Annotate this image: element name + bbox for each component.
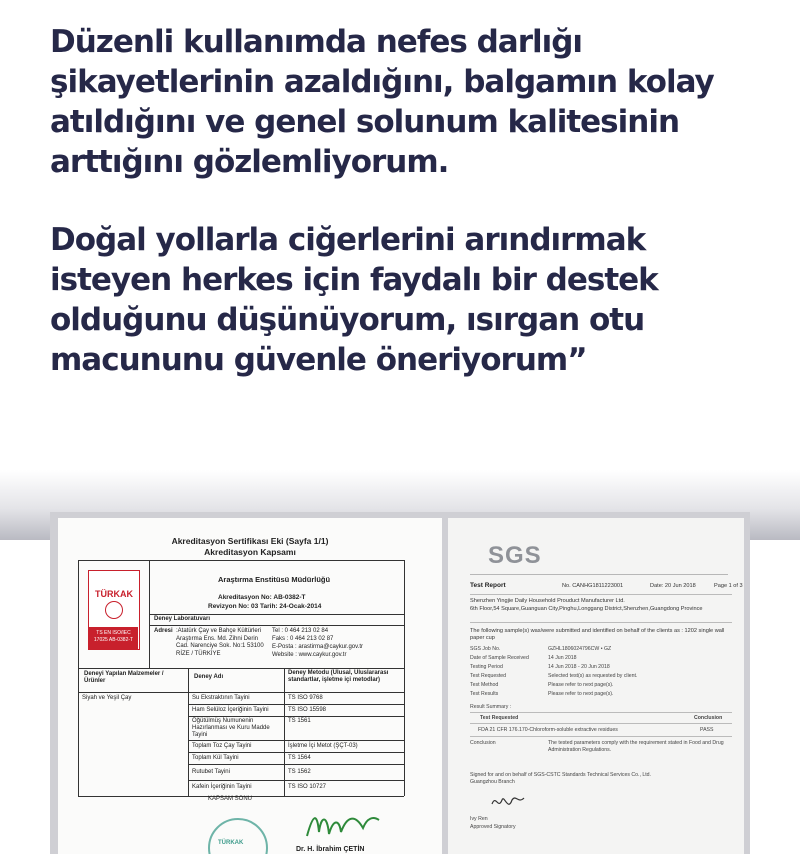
turkak-logo: TÜRKAK TS EN ISO/IEC 17025 AB-0382-T — [88, 570, 140, 650]
field-value: Please refer to next page(s). — [548, 691, 614, 697]
testimonial-quote — [50, 22, 770, 380]
table-row-test: Toplam Kül Tayini — [192, 755, 239, 761]
report-page: Page 1 of 3 — [714, 583, 743, 589]
report-signer: Ivy Ren — [470, 816, 488, 822]
address-label: Adresi — [154, 628, 173, 634]
field-label: Test Results — [470, 691, 499, 697]
signature-icon — [303, 806, 383, 846]
fax: Faks : 0 464 213 02 87 — [272, 636, 334, 642]
report-company: Shenzhen Yingjie Daily Household Prouduct Manufacturer Ltd. — [470, 598, 625, 604]
report-address: 6th Floor,54 Square,Guanguan City,Pinghu,Longgang District,Shenzhen,Guangdong Province — [470, 606, 703, 612]
field-value: Please refer to next page(s). — [548, 682, 614, 688]
institute-name: Araştırma Enstitüsü Müdürlüğü — [218, 575, 331, 584]
certificate-title: Akreditasyon Sertifikası Eki (Sayfa 1/1) — [171, 536, 329, 546]
table-row-method: İşletme İçi Metot (ŞÇT-03) — [288, 743, 358, 749]
report-intro: The following sample(s) was/were submitted and identified on behalf of the clients as : 1202 single wall paper cup — [470, 628, 725, 641]
report-signer-title: Approved Signatory — [470, 824, 516, 830]
field-label: Test Method — [470, 682, 499, 688]
material-value: Siyah ve Yeşil Çay — [82, 695, 132, 701]
table-row-test: Kafein İçeriğinin Tayini — [192, 784, 252, 790]
table-row-test: Öğütülmüş Numunenin Hazırlanması ve Kuru Madde Tayini — [192, 718, 270, 738]
field-label: Test Requested — [470, 673, 507, 679]
accreditation-number: Akreditasyon No: AB-0382-T — [218, 594, 306, 601]
result-status: PASS — [700, 727, 714, 733]
report-number: No. CANHG1811223001 — [562, 583, 624, 589]
col-material: Deneyi Yapılan Malzemeler / Ürünler — [84, 671, 164, 684]
table-row-method: TS ISO 10727 — [288, 784, 327, 790]
quote-paragraph-1: Düzenli kullanımda nefes darlığı şikayetlerinin azaldığını, balgamın kolay atıldığını ve genel solunum kalitesinin arttığını gözlemliyorum. — [50, 24, 714, 180]
conclusion-label: Conclusion — [470, 740, 496, 746]
field-value: 14 Jun 2018 — [548, 655, 577, 661]
col-method: Deney Metodu (Ulusal, Uluslararası standartlar, işletme içi metodlar) — [288, 670, 389, 683]
sgs-logo: SGS — [488, 542, 542, 569]
table-row-test: Toplam Toz Çay Tayini — [192, 743, 252, 749]
quote-paragraph-2: Doğal yollarla ciğerlerini arındırmak isteyen herkes için faydalı bir destek olduğunu düşünüyorum, ısırgan otu macununu güvenle öneriyorum” — [50, 222, 658, 378]
field-value: 14 Jun 2018 - 20 Jun 2018 — [548, 664, 610, 670]
table-row-test: Ham Selüloz İçeriğinin Tayini — [192, 707, 269, 713]
summary-label: Result Summary : — [470, 704, 512, 710]
field-label: Testing Period — [470, 664, 503, 670]
field-label: Date of Sample Received — [470, 655, 529, 661]
stamp-icon — [208, 818, 268, 854]
col-requested: Test Requested — [480, 715, 519, 721]
checkmark-icon — [105, 601, 123, 619]
signer-name: Dr. H. İbrahim ÇETİN — [296, 846, 365, 853]
lab-label: Deney Laboratuvarı — [154, 616, 211, 622]
signed-text: Signed for and on behalf of SGS-CSTC Standards Technical Services Co., Ltd. Guangzhou Branch — [470, 772, 651, 785]
report-date: Date: 20 Jun 2018 — [650, 583, 696, 589]
conclusion-text: The tested parameters comply with the requirement stated in Food and Drug Administration Regulations. — [548, 740, 724, 753]
certificates-photo — [50, 512, 750, 854]
logo-area — [78, 560, 150, 668]
result-test: FDA 21 CFR 176.170-Chloroform-soluble extractive residues — [478, 727, 618, 733]
table-row-method: TS 1564 — [288, 755, 311, 761]
email: E-Posta : arastirma@caykur.gov.tr — [272, 644, 364, 650]
field-label: SGS Job No. — [470, 646, 501, 652]
tel: Tel : 0 464 213 02 84 — [272, 628, 329, 634]
accreditation-certificate — [58, 518, 442, 854]
sgs-test-report — [448, 518, 744, 854]
address-text: :Atatürk Çay ve Bahçe Kültürleri Araştırma Ens. Md. Zihni Derin Cad. Narenciye Sok. No:1 53100 RİZE / TÜRKİYE — [176, 628, 264, 657]
field-value: GZHL1806024796CW • GZ — [548, 646, 612, 652]
certificate-subtitle: Akreditasyon Kapsamı — [204, 547, 296, 557]
signature-icon — [488, 790, 528, 814]
field-value: Selected test(s) as requested by client. — [548, 673, 638, 679]
table-row-test: Su Ekstraktının Tayini — [192, 695, 250, 701]
col-test: Deney Adı — [194, 674, 224, 680]
table-row-test: Rutubet Tayini — [192, 769, 230, 775]
scope-end: KAPSAM SONU — [208, 796, 253, 802]
table-row-method: TS 1562 — [288, 769, 311, 775]
col-conclusion: Conclusion — [694, 715, 723, 721]
stamp-label: TÜRKAK — [218, 840, 244, 846]
table-row-method: TS 1561 — [288, 718, 311, 724]
table-row-method: TS ISO 9768 — [288, 695, 323, 701]
report-title: Test Report — [470, 582, 506, 589]
revision-number: Revizyon No: 03 Tarih: 24-Ocak-2014 — [208, 603, 322, 610]
website: Website : www.caykur.gov.tr — [272, 652, 347, 658]
table-row-method: TS ISO 15598 — [288, 707, 327, 713]
